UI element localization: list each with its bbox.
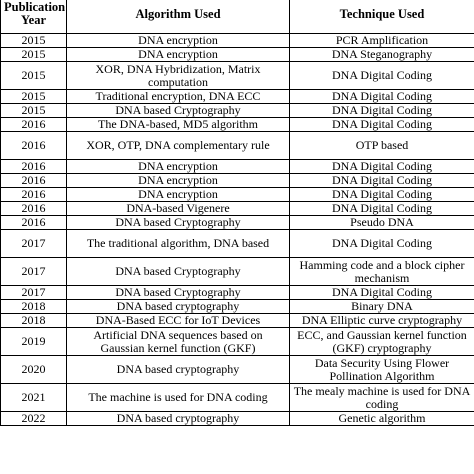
table-header <box>1 0 474 34</box>
cell-algorithm: Traditional encryption, DNA ECC <box>67 90 290 104</box>
cell-algorithm: The machine is used for DNA coding <box>67 384 290 412</box>
cell-algorithm: DNA encryption <box>67 34 290 48</box>
header-publication-year: Publication Year <box>1 0 67 34</box>
cell-technique: DNA Digital Coding <box>290 174 474 188</box>
cell-year: 2017 <box>1 286 67 300</box>
table-row <box>1 132 474 160</box>
cell-year: 2017 <box>1 258 67 286</box>
cell-year: 2016 <box>1 118 67 132</box>
cell-algorithm: DNA encryption <box>67 48 290 62</box>
cell-algorithm: DNA based Cryptography <box>67 286 290 300</box>
cell-algorithm: The traditional algorithm, DNA based <box>67 230 290 258</box>
cell-year: 2015 <box>1 34 67 48</box>
table-row <box>1 62 474 90</box>
table-row <box>1 34 474 48</box>
header-algorithm-used: Algorithm Used <box>67 0 290 34</box>
cell-year: 2022 <box>1 412 67 426</box>
cell-technique: DNA Digital Coding <box>290 62 474 90</box>
cell-technique: Binary DNA <box>290 300 474 314</box>
cell-year: 2016 <box>1 160 67 174</box>
cell-technique: DNA Digital Coding <box>290 118 474 132</box>
cell-technique: DNA Digital Coding <box>290 202 474 216</box>
cell-technique: DNA Digital Coding <box>290 230 474 258</box>
cell-algorithm: The DNA-based, MD5 algorithm <box>67 118 290 132</box>
cell-year: 2015 <box>1 104 67 118</box>
table-row <box>1 412 474 426</box>
cell-year: 2016 <box>1 216 67 230</box>
cell-technique: DNA Digital Coding <box>290 104 474 118</box>
cell-technique: OTP based <box>290 132 474 160</box>
table-row <box>1 230 474 258</box>
cell-year: 2018 <box>1 300 67 314</box>
cell-year: 2015 <box>1 48 67 62</box>
cell-technique: ECC, and Gaussian kernel function (GKF) cryptography <box>290 328 474 356</box>
cell-technique: The mealy machine is used for DNA coding <box>290 384 474 412</box>
cell-algorithm: XOR, DNA Hybridization, Matrix computation <box>67 62 290 90</box>
cell-algorithm: XOR, OTP, DNA complementary rule <box>67 132 290 160</box>
cell-algorithm: DNA based cryptography <box>67 412 290 426</box>
table-row <box>1 48 474 62</box>
cell-algorithm: DNA encryption <box>67 174 290 188</box>
table-row <box>1 258 474 286</box>
cell-algorithm: DNA based Cryptography <box>67 258 290 286</box>
cell-year: 2016 <box>1 202 67 216</box>
table-body <box>1 34 474 426</box>
cell-technique: Data Security Using Flower Pollination Algorithm <box>290 356 474 384</box>
cell-year: 2017 <box>1 230 67 258</box>
table-row <box>1 314 474 328</box>
cell-algorithm: DNA encryption <box>67 160 290 174</box>
table-row <box>1 202 474 216</box>
cell-technique: DNA Steganography <box>290 48 474 62</box>
table-row <box>1 384 474 412</box>
cell-technique: Genetic algorithm <box>290 412 474 426</box>
header-row <box>1 0 474 34</box>
table-row <box>1 328 474 356</box>
table-row <box>1 160 474 174</box>
cell-year: 2015 <box>1 90 67 104</box>
cell-algorithm: DNA-based Vigenere <box>67 202 290 216</box>
cell-algorithm: DNA based cryptography <box>67 300 290 314</box>
cell-year: 2015 <box>1 62 67 90</box>
table-row <box>1 286 474 300</box>
cell-year: 2016 <box>1 174 67 188</box>
cell-technique: Pseudo DNA <box>290 216 474 230</box>
table-row <box>1 104 474 118</box>
cell-algorithm: DNA-Based ECC for IoT Devices <box>67 314 290 328</box>
cell-algorithm: DNA based cryptography <box>67 356 290 384</box>
cell-technique: DNA Elliptic curve cryptography <box>290 314 474 328</box>
cell-technique: DNA Digital Coding <box>290 160 474 174</box>
table-row <box>1 300 474 314</box>
cell-technique: DNA Digital Coding <box>290 90 474 104</box>
cell-algorithm: Artificial DNA sequences based on Gaussian kernel function (GKF) <box>67 328 290 356</box>
cell-year: 2019 <box>1 328 67 356</box>
table-row <box>1 188 474 202</box>
cell-year: 2016 <box>1 188 67 202</box>
cell-technique: DNA Digital Coding <box>290 188 474 202</box>
cell-technique: DNA Digital Coding <box>290 286 474 300</box>
cell-technique: PCR Amplification <box>290 34 474 48</box>
table-row <box>1 90 474 104</box>
cell-algorithm: DNA based Cryptography <box>67 216 290 230</box>
table-row <box>1 174 474 188</box>
cell-year: 2016 <box>1 132 67 160</box>
table-row <box>1 216 474 230</box>
table-row <box>1 118 474 132</box>
header-technique-used: Technique Used <box>290 0 474 34</box>
cell-technique: Hamming code and a block cipher mechanism <box>290 258 474 286</box>
table-row <box>1 356 474 384</box>
cell-year: 2020 <box>1 356 67 384</box>
cell-year: 2021 <box>1 384 67 412</box>
cell-algorithm: DNA based Cryptography <box>67 104 290 118</box>
cell-algorithm: DNA encryption <box>67 188 290 202</box>
cell-year: 2018 <box>1 314 67 328</box>
